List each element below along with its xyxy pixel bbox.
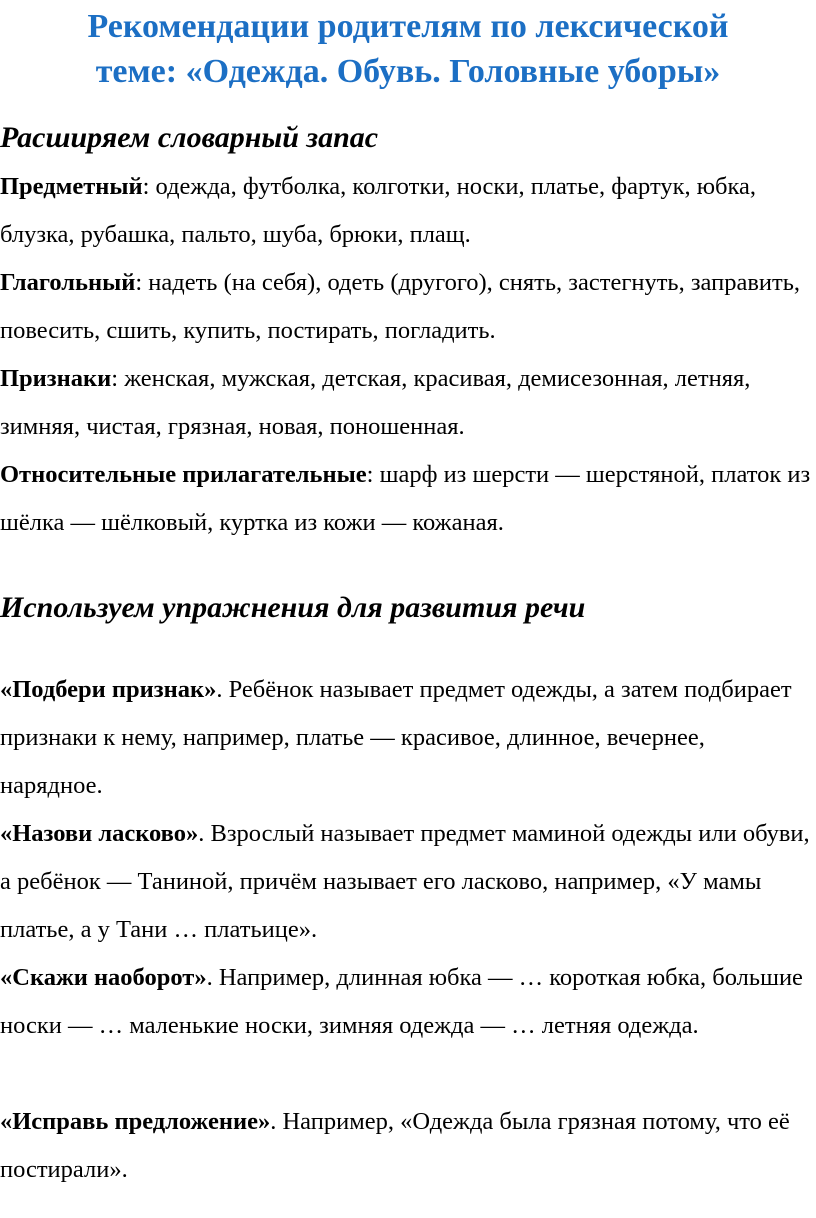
exercise-title: «Исправь предложение»: [0, 1108, 271, 1135]
exercise-text: Например, длинная юбка — … короткая юбка, большие носки — … маленькие носки, зимняя одежда — … летняя одежда.: [0, 964, 803, 1039]
exercise-paragraph-pick-attribute: [0, 666, 812, 810]
page-title-line-1: Рекомендации родителям по лексической: [87, 8, 729, 45]
page-title-line-2: теме: «Одежда. Обувь. Головные уборы»: [95, 53, 721, 90]
vocab-text: женская, мужская, детская, красивая, демисезонная, летняя, зимняя, чистая, грязная, новая, поношенная.: [0, 365, 751, 440]
section-heading-vocabulary: Расширяем словарный запас: [0, 121, 379, 154]
vocab-term: Признаки: [0, 365, 112, 392]
exercise-separator: .: [270, 1108, 277, 1135]
exercise-paragraph-say-affectionately: [0, 810, 812, 954]
vocab-term: Глагольный: [0, 269, 136, 296]
vocab-paragraph-nouns: [0, 163, 812, 259]
page-title: [0, 4, 816, 94]
exercise-title: «Скажи наоборот»: [0, 964, 207, 991]
exercise-title: «Подбери признак»: [0, 676, 217, 703]
vocab-separator: :: [366, 461, 374, 488]
vocab-text: одежда, футболка, колготки, носки, платье, фартук, юбка, блузка, рубашка, пальто, шуба, брюки, плащ.: [0, 173, 757, 248]
vocab-paragraph-attributes: [0, 355, 812, 451]
vocab-separator: :: [142, 173, 150, 200]
exercise-paragraph-fix-sentence: [0, 1098, 812, 1194]
exercise-text: Например, «Одежда была грязная потому, что её постирали».: [0, 1108, 790, 1183]
exercise-title: «Назови ласково»: [0, 820, 199, 847]
section-heading-exercises: Используем упражнения для развития речи: [0, 591, 586, 624]
vocab-text: шарф из шерсти — шерстяной, платок из шёлка — шёлковый, куртка из кожи — кожаная.: [0, 461, 811, 536]
exercise-text: Ребёнок называет предмет одежды, а затем подбирает признаки к нему, например, платье — красивое, длинное, вечернее, нарядное.: [0, 676, 792, 799]
vocab-term: Предметный: [0, 173, 143, 200]
exercise-text: Взрослый называет предмет маминой одежды или обуви, а ребёнок — Таниной, причём называет его ласково, например, «У мамы платье, а у Тани … платьице».: [0, 820, 810, 943]
vocab-separator: :: [111, 365, 119, 392]
exercise-separator: .: [206, 964, 213, 991]
exercise-separator: .: [198, 820, 205, 847]
exercise-paragraph-opposite: [0, 954, 812, 1050]
vocab-paragraph-verbs: [0, 259, 812, 355]
exercise-separator: .: [216, 676, 223, 703]
vocab-paragraph-relative-adjectives: [0, 451, 812, 547]
vocab-term: Относительные прилагательные: [0, 461, 367, 488]
vocab-separator: :: [135, 269, 143, 296]
vocab-text: надеть (на себя), одеть (другого), снять, застегнуть, заправить, повесить, сшить, купить, постирать, погладить.: [0, 269, 801, 344]
